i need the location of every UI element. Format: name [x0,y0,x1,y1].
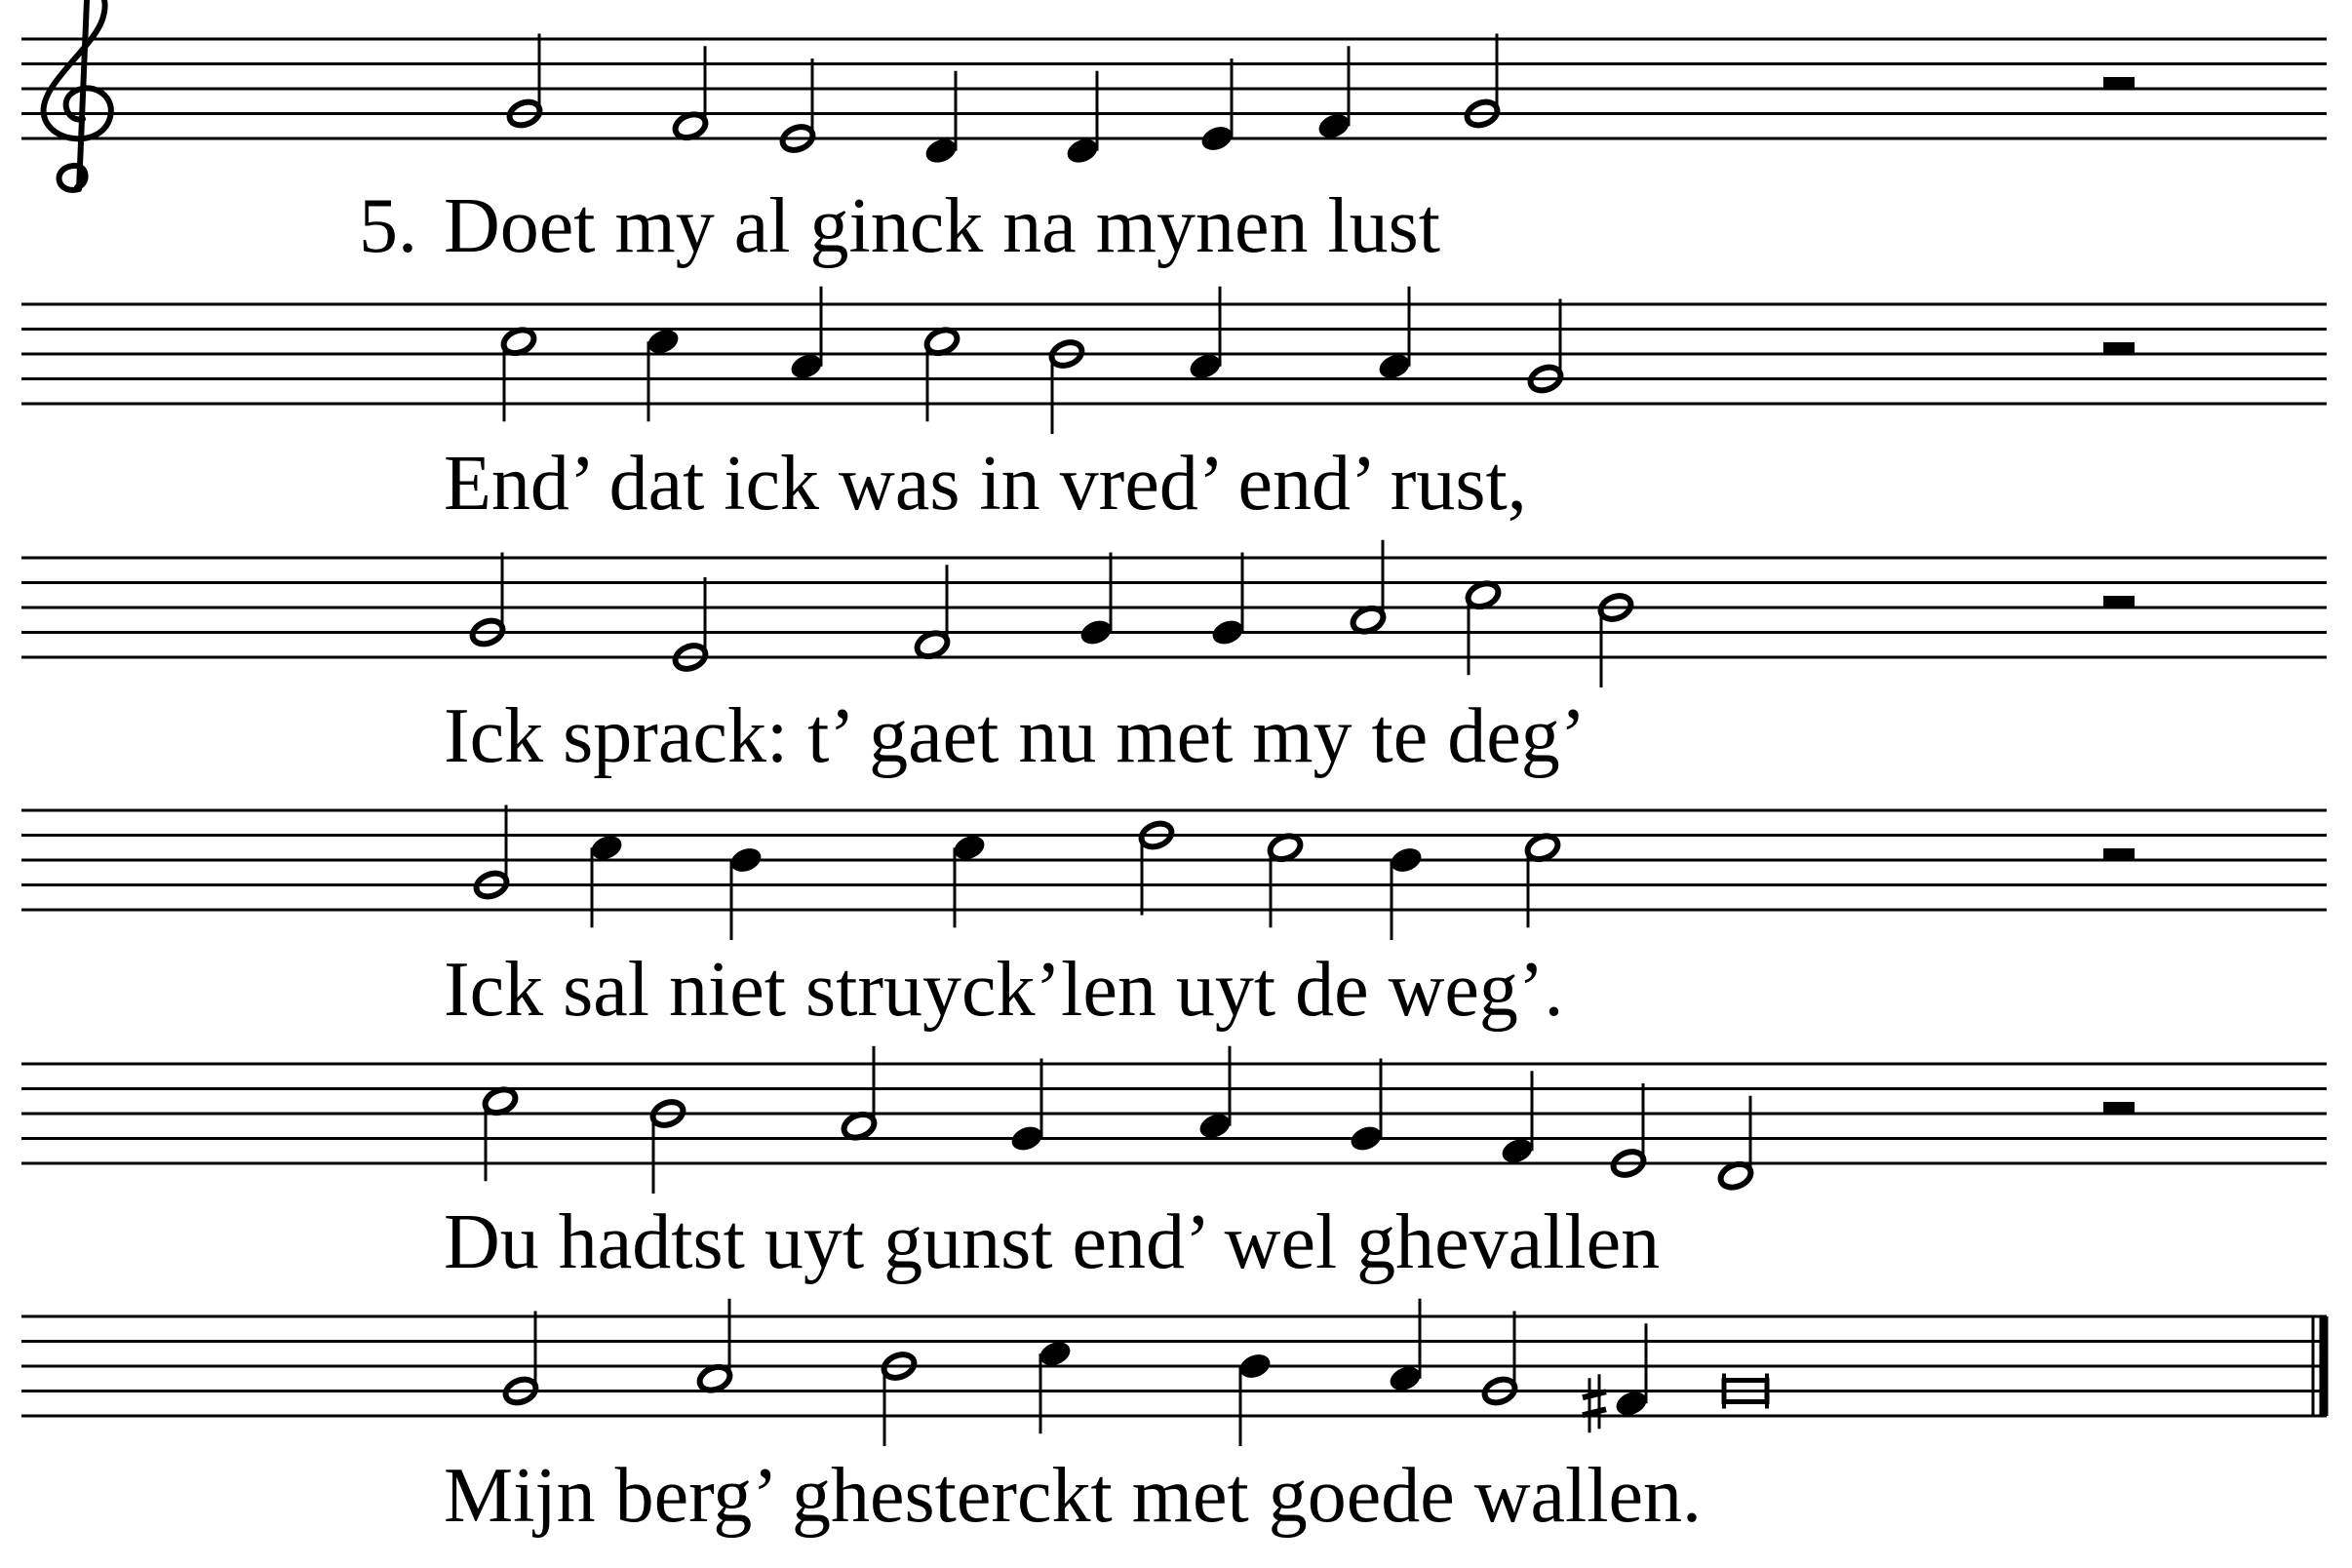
lyric-line: Mijn berg’ ghesterckt met goede wallen. [444,1453,1702,1539]
note-F4 [1499,1071,1536,1166]
note-D4 [1064,71,1101,167]
lyric-line: Du hadtst uyt gunst end’ wel ghevallen [444,1199,1661,1285]
sharp-icon [1583,1374,1606,1432]
note-C5 [1267,832,1304,927]
notehead [1236,1351,1274,1382]
note-C5 [1037,1338,1074,1433]
staff-system [21,805,2327,1034]
note-G4 [1348,1059,1385,1155]
half-rest-icon [2103,848,2135,860]
staff-system [21,0,2327,269]
half-rest-icon [2103,1102,2135,1114]
note-B4 [1236,1351,1274,1446]
note-C5 [1524,832,1561,927]
note-G4 [1008,1059,1045,1155]
half-rest-icon [2103,342,2135,354]
note-C5 [645,326,682,421]
note-B4 [727,844,764,940]
notehead [1008,1122,1045,1154]
note-B4 [1388,844,1425,940]
staff-system [21,1046,2327,1285]
note-E4 [1198,59,1235,154]
half-rest-icon [2103,596,2135,608]
note-A4 [696,1299,733,1394]
music-systems [21,0,2327,1539]
note-A4 [1350,540,1387,636]
notehead [1198,123,1235,154]
note-A4 [788,287,825,382]
note-G4 [1209,553,1246,648]
note-A4 [1376,287,1413,382]
notehead [727,844,764,876]
note-A4 [1196,1046,1234,1142]
note-F4 [672,46,709,141]
note-A4 [841,1046,878,1142]
note-C5 [1465,579,1502,675]
note-A4 [1387,1299,1424,1394]
treble-clef-icon [44,0,111,190]
note-C5 [923,326,960,421]
notehead [1348,1122,1385,1154]
lyric-line: Doet my al ginck na mynen lust [444,183,1441,269]
note-C5 [951,832,988,927]
lyric-line: Ick sprack: t’ gaet nu met my te deg’ [444,693,1587,779]
note-C5 [588,832,625,927]
lyric-line: Ick sal niet struyck’len uyt de weg’. [444,947,1564,1033]
note-C5 [500,326,537,421]
note-C5 [482,1085,519,1181]
verse-number: 5. [359,183,417,269]
note-D4 [922,71,960,167]
note-F4 [914,565,951,660]
notehead [1388,844,1425,876]
lyric-line: End’ dat ick was in vred’ end’ rust, [444,441,1527,527]
notehead [1078,616,1115,647]
notehead [1209,616,1246,647]
half-rest-icon [2103,77,2135,89]
note-A4 [1187,287,1224,382]
staff-system [21,540,2327,779]
staff-system [21,287,2327,527]
note-D4 [1717,1096,1754,1192]
note-G4 [1078,553,1115,648]
note-F4 [1315,46,1352,141]
staff-system [21,1299,2327,1539]
